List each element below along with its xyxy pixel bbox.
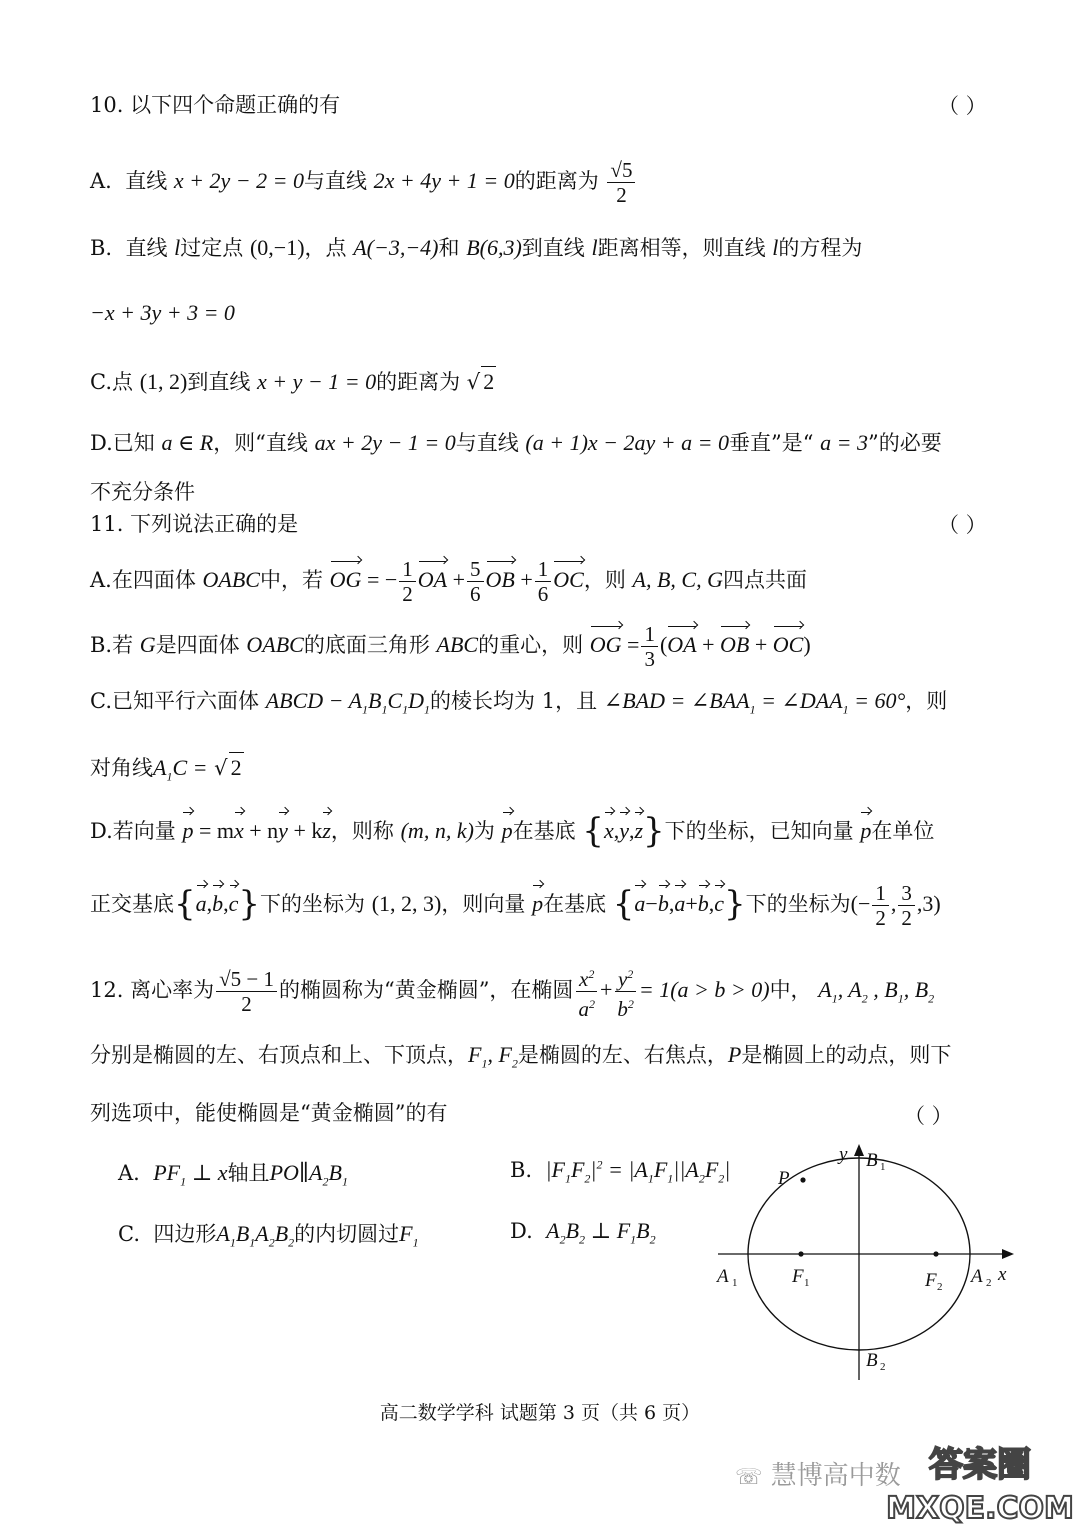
svg-text:F: F: [925, 1270, 937, 1291]
label-F2: [924, 1270, 943, 1293]
q10-option-a: A. 直线 x + 2y − 2 = 0与直线 2x + 4y + 1 = 0的距离为 $\frac{√5}{2}$: [90, 158, 637, 207]
svg-text:F: F: [792, 1266, 804, 1287]
fraction: $\frac{√5}{2}$: [607, 158, 635, 207]
q10-option-d: D.已知 a ∈ R，则“直线 ax + 2y − 1 = 0与直线 (a + 1)x − 2ay + a = 0垂直”是“ a = 3”的必要: [90, 430, 942, 455]
q10-option-d-line2: 不充分条件: [90, 480, 195, 504]
point-P: [800, 1177, 805, 1182]
svg-text:MXQE.COM: MXQE.COM: [886, 1491, 1074, 1526]
svg-text:2: 2: [986, 1277, 992, 1289]
q10-option-b: B. 直线 l过定点 (0,−1)，点 A(−3,−4)和 B(6,3)到直线 l距离相等，则直线 l的方程为: [90, 235, 863, 260]
label-B1: [866, 1150, 886, 1173]
x-axis-arrow: [1002, 1249, 1014, 1259]
q12-answer-paren: （ ）: [904, 1104, 953, 1128]
q10-option-c: C.点 (1, 2)到直线 x + y − 1 = 0的距离为 √ 2: [90, 366, 496, 397]
svg-text:B: B: [866, 1350, 878, 1371]
label-A2: [969, 1266, 992, 1289]
q12-line3: 列选项中，能使椭圆是“黄金椭圆”的有: [90, 1101, 448, 1125]
page-footer: 高二数学学科 试题第 3 页（共 6 页）: [379, 1402, 701, 1424]
q12-stem: 12. 离心率为 $\frac{√5 - 1}{2}$ 的椭圆称为“黄金椭圆”，在椭圆 $\frac{x^2}{a^2}$ + $\frac{y^2}{b^2}$ = 1(a > b > 0)中， $A_1$, $A_2$ , $B_1$, $B_2$: [90, 962, 934, 1021]
q12-option-d: D. $A_2B_2$ ⊥ $F_1B_2$: [510, 1218, 656, 1247]
ellipse-figure: [700, 1130, 1030, 1390]
q10-answer-paren: （ ）: [938, 94, 987, 118]
svg-text:1: 1: [804, 1277, 810, 1289]
q12-option-a: A. $PF_1$ ⊥ x轴且$PO\parallel A_2B_1$: [118, 1160, 348, 1189]
site-logo-watermark: [880, 1440, 1080, 1526]
y-axis-arrow: [854, 1144, 864, 1156]
svg-text:1: 1: [732, 1277, 738, 1289]
q11-option-b: B.若 G是四面体 OABC的底面三角形 ABC的重心，则 OG = $\frac{1}{3}$ (OA + OB + OC): [90, 622, 811, 671]
focus-F2: [933, 1251, 938, 1256]
svg-text:1: 1: [880, 1161, 886, 1173]
q11-stem: 11. 下列说法正确的是: [90, 512, 299, 536]
svg-text:2: 2: [880, 1361, 886, 1373]
svg-text:2: 2: [937, 1281, 943, 1293]
q12-line2: 分别是椭圆的左、右顶点和上、下顶点，$F_1$, $F_2$是椭圆的左、右焦点，P是椭圆上的动点，则下: [90, 1042, 952, 1071]
label-P: P: [778, 1168, 790, 1189]
q11-option-d-line2: 正交基底{a,b,c}下的坐标为 (1, 2, 3)，则向量 p在基底 {a−b,a+b,c}下的坐标为(− $\frac{1}{2}$ , $\frac{3}{2}$ ,3): [90, 881, 941, 930]
q12-option-b: B. $|F_1F_2|^2 = |A_1F_1||A_2F_2|$: [510, 1157, 731, 1186]
q10-stem: 10. 以下四个命题正确的有: [90, 93, 341, 117]
svg-text:答案圈: 答案圈: [929, 1445, 1031, 1485]
q11-answer-paren: （ ）: [938, 513, 987, 537]
svg-text:B: B: [866, 1150, 878, 1171]
label-F1: [791, 1266, 810, 1289]
wechat-icon: ☏: [735, 1465, 763, 1490]
label-A1: [715, 1266, 738, 1289]
svg-text:A: A: [971, 1266, 983, 1287]
q11-option-d: D.若向量 p = mx + ny + kz，则称 (m, n, k)为 p在基底 {x,y,z}下的坐标，已知向量 p在单位: [90, 811, 935, 851]
q11-option-c-line2: 对角线$A_1C$ = √ 2: [90, 752, 244, 791]
wechat-watermark: ☏ 慧博高中数: [735, 1461, 901, 1491]
q11-option-c: C.已知平行六面体 ABCD − $A_1B_1C_1D_1$的棱长均为 1，且 ∠BAD = $\angle BAA_1$ = $\angle DAA_1 = 60^\circ$，则: [90, 688, 948, 717]
label-B2: [866, 1350, 886, 1373]
label-y: y: [839, 1144, 848, 1165]
q10-option-b-equation: −x + 3y + 3 = 0: [90, 300, 235, 325]
focus-F1: [798, 1251, 803, 1256]
q11-option-a: A.在四面体 OABC中，若 OG = − $\frac{1}{2}$ OA + $\frac{5}{6}$ OB + $\frac{1}{6}$ OC，则 A, B, C, G四点共面: [90, 557, 807, 606]
label-x: x: [998, 1264, 1007, 1285]
q12-option-c: C. 四边形$A_1B_1A_2B_2$的内切圆过$F_1$: [118, 1221, 419, 1250]
svg-text:A: A: [717, 1266, 729, 1287]
